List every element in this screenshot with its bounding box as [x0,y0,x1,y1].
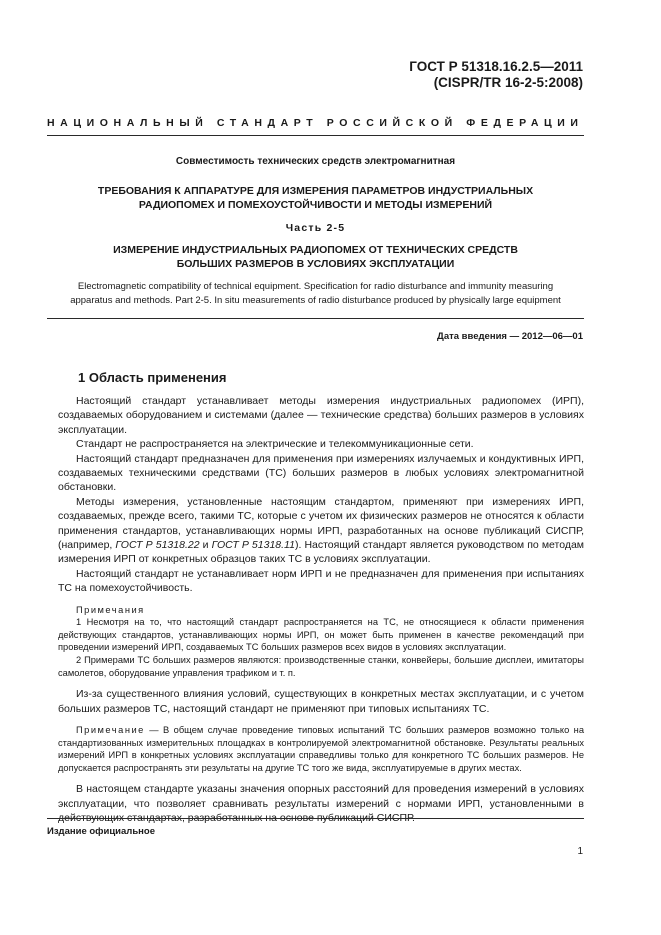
note-text: — В общем случае проведение типовых испытаний ТС больших размеров возможно только на стандартизованных измерительных площадках в контролируемой электромагнитной обстановке. Результаты реальных измерений ИРП в конкретных условиях эксплуатации справедливы только для конкретного ТС больших размеров. Не допускается распространять эти результаты на другие ТС того же вида, эксплуатируемые в других местах. [58,725,584,773]
title-sub-line1: ИЗМЕРЕНИЕ ИНДУСТРИАЛЬНЫХ РАДИОПОМЕХ ОТ ТЕХНИЧЕСКИХ СРЕДСТВ [113,244,518,256]
note: 2 Примерами ТС больших размеров являются: производственные станки, конвейеры, большие дисплеи, имитаторы самолетов, оборудование управления трафиком и т. п. [58,655,584,678]
title-english-line2: apparatus and methods. Part 2-5. In situ measurements of radio disturbance produced by physically large equipment [70,295,561,306]
title-general: Совместимость технических средств электромагнитная [175,156,456,167]
note [58,724,584,774]
standard-designation [409,59,583,91]
paragraph: В настоящем стандарте указаны значения опорных расстояний для проведения измерений в условиях эксплуатации, что позволяет сравнивать результаты измерений с нормами ИРП, установленными в действующих стандартах, разработанных на основе публикаций СИСПР. [58,783,584,825]
paragraph-text: ). Настоящий стандарт является руководством по методам измерения ИРП от конкретных образцов таких ТС в условиях эксплуатации. [58,539,585,566]
designation-cispr: (CISPR/TR 16-2-5:2008) [433,75,583,90]
paragraph: Из-за существенного влияния условий, существующих в конкретных местах эксплуатации, и с учетом больших размеров ТС, настоящий стандарт не применяют при типовых испытаниях ТС. [58,688,584,715]
title-sub-line2: БОЛЬШИХ РАЗМЕРОВ В УСЛОВИЯХ ЭКСПЛУАТАЦИИ [176,258,455,270]
introduction-date: Дата введения — 2012—06—01 [437,331,583,342]
standard-reference: ГОСТ Р 51318.11 [211,539,295,552]
title-english [47,280,584,308]
paragraph: Стандарт не распространяется на электрические и телекоммуникационные сети. [76,438,474,451]
paragraph: Настоящий стандарт не устанавливает норм ИРП и не предназначен для применения при испытаниях ТС на помехоустойчивость. [58,567,584,595]
title-english-line1: Electromagnetic compatibility of technical equipment. Specification for radio disturbance and immunity measuring [77,281,554,292]
section-heading: 1 Область применения [78,370,227,385]
title-main-line2: РАДИОПОМЕХ И ПОМЕХОУСТОЙЧИВОСТИ И МЕТОДЫ ИЗМЕРЕНИЙ [138,199,493,211]
paragraph-text: и [199,539,212,552]
footer-rule [47,818,584,819]
page-number: 1 [577,846,583,857]
paragraph-text: Методы измерения, установленные настоящим стандартом, применяют при измерениях ИРП, создаваемых, прежде всего, такими ТС, которые с учетом их физических размеров не относятся к области применения стандартов, устанавливающих нормы ИРП, разработанных на основе публикаций СИСПР, (например, [58,495,584,552]
notes-heading: Примечания [76,604,145,615]
title-main-line1: ТРЕБОВАНИЯ К АППАРАТУРЕ ДЛЯ ИЗМЕРЕНИЯ ПАРАМЕТРОВ ИНДУСТРИАЛЬНЫХ [97,185,534,197]
title-part: Часть 2-5 [285,222,346,234]
section-body [58,394,584,826]
paragraph: Настоящий стандарт предназначен для применения при измерениях излучаемых и кондуктивных ИРП, создаваемых техническими средствами (ТС) больших размеров в любых условиях электромагнитной обстановки. [58,452,584,494]
title-rule [47,318,584,319]
designation-gost: ГОСТ Р 51318.16.2.5—2011 [409,59,583,74]
paragraph: Настоящий стандарт устанавливает методы измерения индустриальных радиопомех (ИРП), создаваемых оборудованием и системами (далее — технические средства) больших размеров в условиях эксплуатации. [58,395,584,436]
header-rule [47,135,584,136]
edition-label: Издание официальное [47,826,155,837]
national-standard-banner: НАЦИОНАЛЬНЫЙ СТАНДАРТ РОССИЙСКОЙ ФЕДЕРАЦИИ [47,117,584,129]
title-main [47,184,584,212]
standard-reference: ГОСТ Р 51318.22 [115,539,200,552]
paragraph [58,495,584,567]
note-label: Примечание [76,725,145,736]
title-sub [47,243,584,271]
note: 1 Несмотря на то, что настоящий стандарт распространяется на ТС, не относящиеся к области применения действующих стандартов, устанавливающих нормы ИРП, он может быть применен в качестве рекомендаций при проведении измерений ИРП, создаваемых ТС больших размеров всех видов в условиях эксплуатации. [58,617,584,653]
